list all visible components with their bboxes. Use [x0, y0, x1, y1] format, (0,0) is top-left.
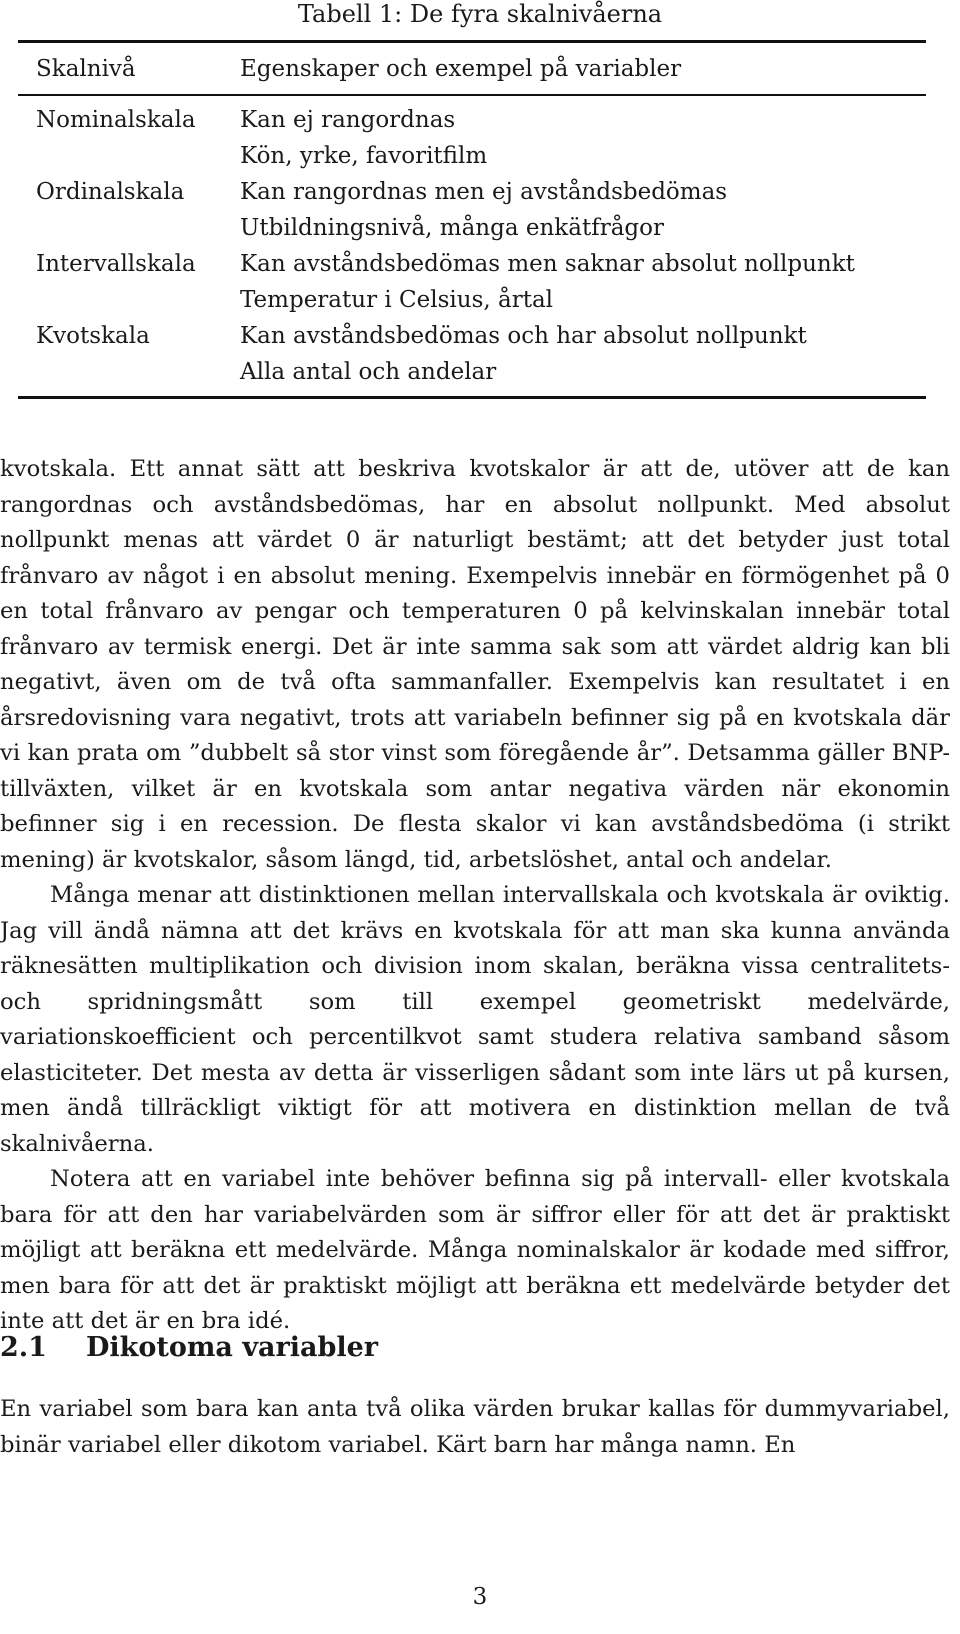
table-row — [0, 318, 960, 390]
scale-name: Ordinalskala — [36, 179, 185, 205]
paragraph-distinction: Många menar att distinktionen mellan intervallskala och kvotskala är oviktig. Jag vill ändå nämna att det krävs en kvotskala för att man ska kunna använda räknesätten multiplikation och division inom skalan, beräkna vissa centralitets- och spridningsmått som till exempel geometriskt medelvärde, variationskoefficient och percentilkvot samt studera relativa samband såsom elasticiteter. Det mesta av detta är visserligen sådant som inte lärs ut på kursen, men ändå tillräckligt viktigt för att motivera en distinktion mellan de två skalnivåerna. — [0, 882, 950, 1157]
section-heading — [0, 1328, 950, 1368]
table-top-rule — [18, 40, 926, 43]
table-row — [0, 174, 960, 246]
section-body — [0, 1392, 950, 1463]
table-caption: Tabell 1: De fyra skalnivåerna — [297, 0, 663, 28]
table-header-scale: Skalnivå — [36, 56, 136, 82]
scale-name: Kvotskala — [36, 323, 150, 349]
page-number: 3 — [472, 1584, 488, 1610]
table-row — [0, 246, 960, 318]
scale-example: Temperatur i Celsius, årtal — [240, 287, 554, 313]
paragraph-kvotskala: kvotskala. Ett annat sätt att beskriva kvotskalor är att de, utöver att de kan rangordnas och avståndsbedömas, har en absolut nollpunkt. Med absolut nollpunkt menas att värdet 0 är naturligt bestämt; att det betyder just total frånvaro av något i en absolut mening. Exempelvis innebär en förmögenhet på 0 en total frånvaro av pengar och temperaturen 0 på kelvinskalan innebär total frånvaro av termisk energi. Det är inte samma sak som att värdet aldrig kan bli negativt, även om de två ofta sammanfaller. Exempelvis kan resultatet i en årsredovisning vara negativt, trots att variabeln befinner sig på en kvotskala där vi kan prata om ”dubbelt så stor vinst som föregående år”. Detsamma gäller BNP-tillväxten, vilket är en kvotskala som antar negativa värden när ekonomin befinner sig i en recession. De flesta skalor vi kan avståndsbedöma (i strikt mening) är kvotskalor, såsom längd, tid, arbetslöshet, antal och andelar. — [0, 456, 950, 873]
paragraph-note: Notera att en variabel inte behöver befinna sig på intervall- eller kvotskala bara för att den har variabelvärden som är siffror eller för att det är praktiskt möjligt att beräkna ett medelvärde. Många nominalskalor är kodade med siffror, men bara för att det är praktiskt möjligt att beräkna ett medelvärde betyder det inte att det är en bra idé. — [0, 1166, 950, 1334]
section-number: 2.1 — [0, 1332, 47, 1363]
scale-property: Kan ej rangordnas — [240, 107, 456, 133]
table-row — [0, 102, 960, 174]
scale-example: Alla antal och andelar — [240, 359, 497, 385]
scale-property: Kan rangordnas men ej avståndsbedömas — [240, 179, 728, 205]
table-bottom-rule — [18, 396, 926, 399]
scale-name: Intervallskala — [36, 251, 196, 277]
scale-description — [240, 102, 487, 174]
scale-description — [240, 318, 807, 390]
scale-name: Nominalskala — [36, 107, 196, 133]
scale-description — [240, 174, 727, 246]
table-header-properties: Egenskaper och exempel på variabler — [240, 56, 682, 82]
table-header-rule — [18, 94, 926, 96]
scale-description — [240, 246, 855, 318]
scale-property: Kan avståndsbedömas men saknar absolut nollpunkt — [240, 251, 855, 277]
body-text — [0, 452, 950, 1340]
scale-property: Kan avståndsbedömas och har absolut nollpunkt — [240, 323, 807, 349]
table-body — [0, 102, 960, 390]
paragraph-dummy: En variabel som bara kan anta två olika värden brukar kallas för dummyvariabel, binär variabel eller dikotom variabel. Kärt barn har många namn. En — [0, 1396, 950, 1458]
section-title: Dikotoma variabler — [86, 1332, 379, 1363]
scale-example: Utbildningsnivå, många enkätfrågor — [240, 215, 664, 241]
scale-example: Kön, yrke, favoritfilm — [240, 143, 488, 169]
